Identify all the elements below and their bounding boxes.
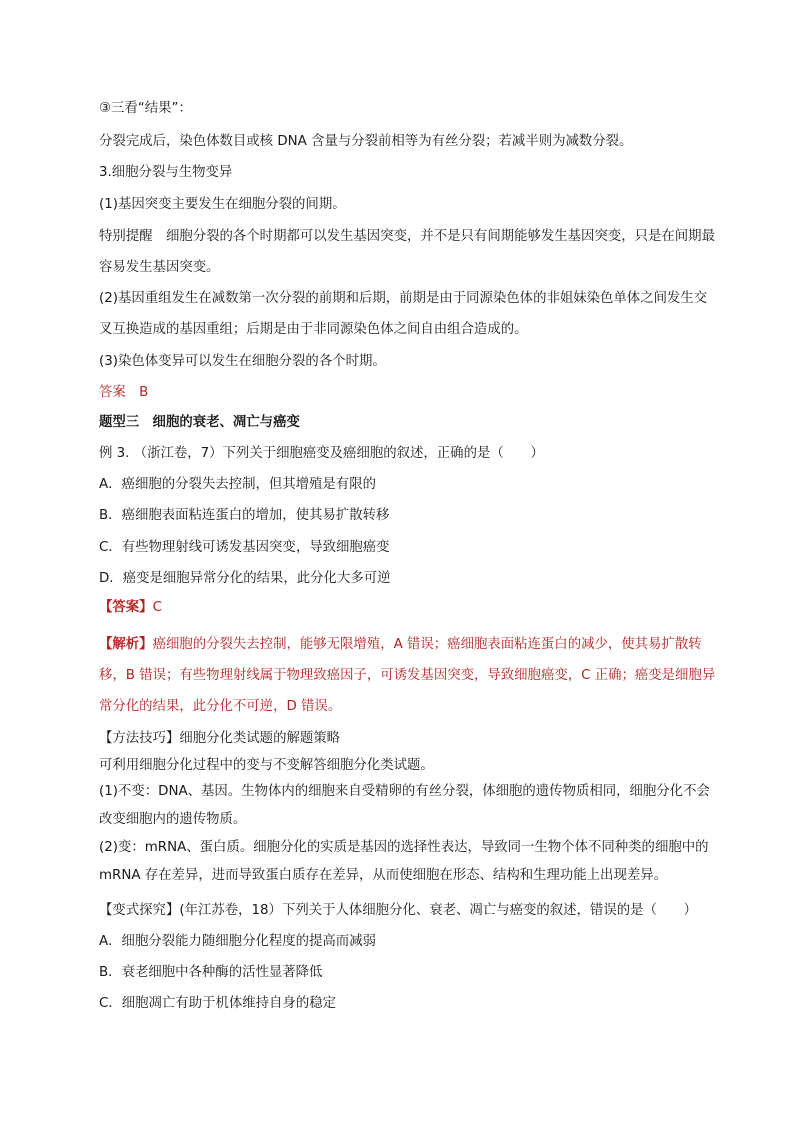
example-3-question: 例 3. （浙江卷，7）下列关于细胞癌变及癌细胞的叙述，正确的是（ ） [99,446,544,461]
answer-tag: 【答案】 [99,600,153,615]
method-changed [99,834,719,890]
option-c: C．有些物理射线可诱发基因突变，导致细胞癌变 [99,540,390,555]
method-unchanged-text: (1)不变：DNA、基因。生物体内的细胞来自受精卵的有丝分裂，体细胞的遗传物质相同，细胞分化不会改变细胞内的遗传物质。 [99,784,710,827]
answer-value: C [152,600,162,615]
option-a: A．癌细胞的分裂失去控制，但其增殖是有限的 [99,477,376,492]
example-3-answer [99,600,719,616]
variant-option-b: B．衰老细胞中各种酶的活性显著降低 [99,965,323,980]
method-unchanged [99,778,719,834]
answer-label: 答案 B [99,385,149,400]
look-result-text: 分裂完成后，染色体数目或核 DNA 含量与分裂前相等为有丝分裂；若减半则为减数分裂。 [99,134,633,149]
variant-option-a: A．细胞分裂能力随细胞分化程度的提高而减弱 [99,934,376,949]
analysis-text: 癌细胞的分裂失去控制，能够无限增殖，A 错误；癌细胞表面粘连蛋白的减少，使其易扩散转移，B 错误；有些物理射线属于物理致癌因子，可诱发基因突变，导致细胞癌变，C 正确；癌变是细胞异常分化的结果，此分化不可逆，D 错误。 [99,637,716,714]
variant-question: 【变式探究】(年江苏卷，18）下列关于人体细胞分化、衰老、凋亡与癌变的叙述，错误的是（ ） [99,903,698,918]
chromosome-variation-point: (3)染色体变异可以发生在细胞分裂的各个时期。 [99,354,386,369]
method-intro: 可利用细胞分化过程中的变与不变解答细胞分化类试题。 [99,758,434,773]
answer-line [99,385,719,401]
variant-option-c: C．细胞凋亡有助于机体维持自身的稳定 [99,996,336,1011]
special-note [99,221,719,283]
look-result-heading: ③三看“结果”： [99,101,192,116]
option-d: D．癌变是细胞异常分化的结果，此分化大多可逆 [99,571,391,586]
gene-mutation-point: (1)基因突变主要发生在细胞分裂的间期。 [99,197,346,212]
method-tip-heading: 【方法技巧】细胞分化类试题的解题策略 [99,731,341,746]
type-three-heading: 题型三 细胞的衰老、凋亡与癌变 [99,415,300,430]
recombination-text: (2)基因重组发生在减数第一次分裂的前期和后期，前期是由于同源染色体的非姐妹染色单体之间发生交叉互换造成的基因重组；后期是由于非同源染色体之间自由组合造成的。 [99,291,708,337]
section-3-heading: 3.细胞分裂与生物变异 [99,165,233,180]
example-3-analysis [99,629,719,722]
recombination-point [99,283,719,345]
method-changed-text: (2)变：mRNA、蛋白质。细胞分化的实质是基因的选择性表达，导致同一生物个体不同种类的细胞中的mRNA 存在差异，进而导致蛋白质存在差异，从而使细胞在形态、结构和生理功能上出现差异。 [99,840,709,883]
special-note-text: 特别提醒 细胞分裂的各个时期都可以发生基因突变，并不是只有间期能够发生基因突变，只是在间期最容易发生基因突变。 [99,229,715,275]
analysis-tag: 【解析】 [99,637,153,652]
option-b: B．癌细胞表面粘连蛋白的增加，使其易扩散转移 [99,508,390,523]
